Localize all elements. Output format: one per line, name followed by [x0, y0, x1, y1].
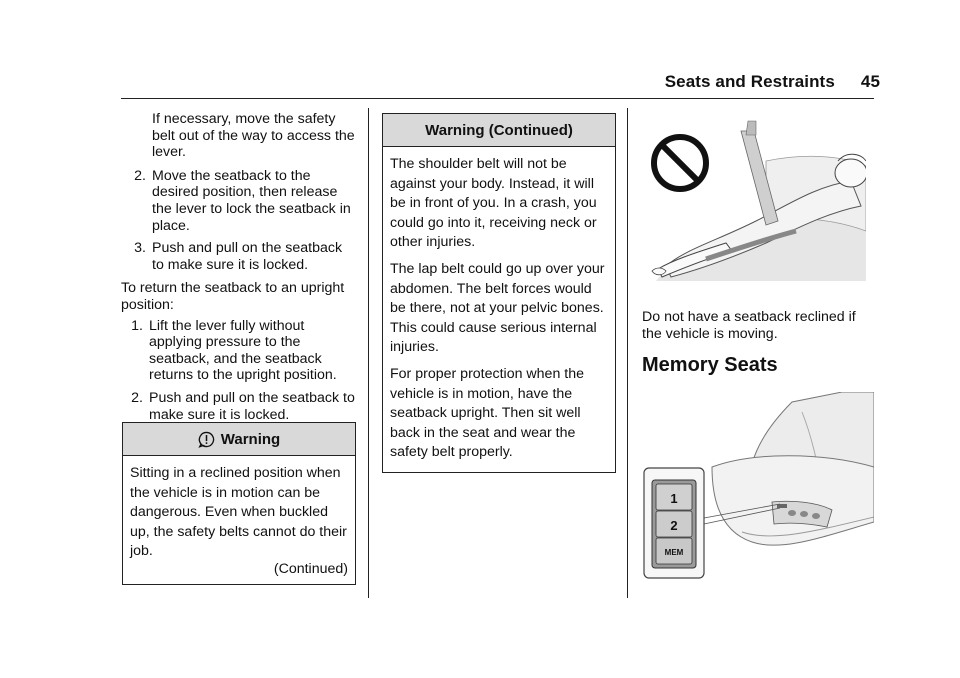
warning-header: [123, 423, 355, 456]
step-number: 3.: [134, 240, 146, 257]
warning-body: [383, 147, 615, 472]
continued-label: (Continued): [273, 560, 348, 577]
column-divider-2: [627, 108, 628, 598]
return-paragraph: To return the seatback to an upright position:: [121, 280, 345, 313]
warning-title: Warning (Continued): [425, 121, 573, 139]
step-number: 2.: [131, 389, 143, 406]
memory-button-1-label: 1: [670, 491, 678, 506]
step-text: Push and pull on the seatback to make sure it is locked.: [149, 389, 355, 423]
warning-title: Warning: [220, 430, 281, 448]
list-item: [121, 390, 356, 423]
warning-body: [123, 456, 355, 584]
memory-button-mem-label: MEM: [664, 548, 684, 557]
warning-continued-box: [382, 113, 616, 473]
list-item: [121, 318, 356, 384]
list-item: [121, 240, 356, 273]
memory-seat-illustration: [642, 392, 874, 582]
reclined-occupant-illustration: [646, 112, 866, 290]
page-header: [640, 72, 880, 92]
return-steps: [121, 318, 356, 424]
warning-header: [383, 114, 615, 147]
column-1: [121, 111, 356, 423]
warning-box: [122, 422, 356, 585]
header-rule: [121, 98, 874, 99]
step-text: Push and pull on the seatback to make sure it is locked.: [152, 240, 343, 273]
step-number: 2.: [134, 167, 146, 184]
section-header-title: Seats and Restraints: [664, 72, 835, 91]
intro-text: If necessary, move the safety belt out of the way to access the lever.: [152, 111, 355, 161]
warning-paragraph: For proper protection when the vehicle is in motion, have the seatback upright. Then sit well back in the seat and wear the safety belt properly.: [390, 365, 585, 461]
section-title: Memory Seats: [642, 354, 778, 376]
list-item: [121, 168, 356, 234]
warning-paragraph: The lap belt could go up over your abdomen. The belt forces would be there, not at your pelvic bones. This could cause serious internal injuries.: [390, 260, 605, 356]
illustration-caption: Do not have a seatback reclined if the vehicle is moving.: [642, 309, 856, 342]
step-text: Move the seatback to the desired position, then release the lever to lock the seatback in place.: [152, 167, 351, 234]
step-number: 1.: [131, 317, 143, 334]
page-number: 45: [860, 72, 880, 91]
warning-text: Sitting in a reclined position when the vehicle is in motion can be dangerous. Even when buckled up, the safety belts cannot do their job.: [130, 465, 347, 560]
step-text: Lift the lever fully without applying pressure to the seatback, and the seatback returns to the upright position.: [149, 317, 337, 384]
memory-button-2-label: 2: [670, 518, 678, 533]
warning-icon: [198, 431, 215, 448]
warning-paragraph: The shoulder belt will not be against your body. Instead, it will be in front of you. In a crash, you could go into it, receiving neck or other injuries.: [390, 156, 597, 251]
column-divider-1: [368, 108, 369, 598]
